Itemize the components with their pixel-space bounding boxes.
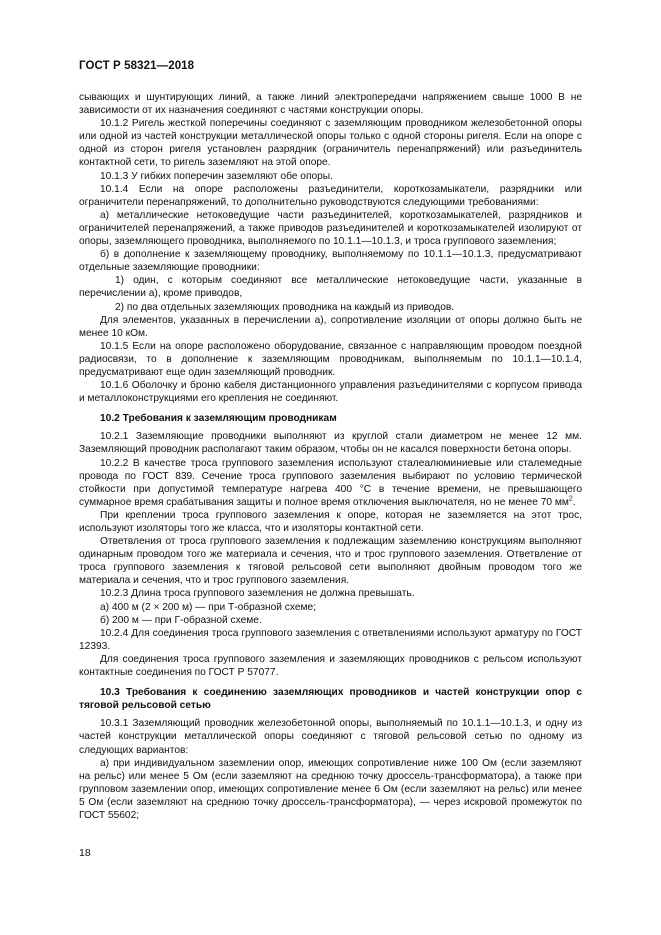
clause-10-1-3: 10.1.3 У гибких поперечин заземляют обе опоры.: [100, 170, 333, 182]
section-heading-10-3: 10.3 Требования к соединению заземляющих проводников и частей конструкции опор с тяговой рельсовой сетью: [79, 687, 582, 712]
clause-10-1-5: 10.1.5 Если на опоре расположено оборудование, связанное с направляющим проводом поездной радиосвязи, то в дополнение к заземляющим проводникам, выполняемым по 10.1.1—10.1.4, предусматривают еще один заземляющий проводник.: [79, 340, 582, 378]
clause-10-1-2: 10.1.2 Ригель жесткой поперечины соединяют с заземляющим проводником железобетонной опоры или одной из частей конструкции металлической опоры только с одной стороны ригеля. Если на опоре с одной из сторон ригеля установлен разрядник (ограничитель перенапряжений) или разъединитель контактной сети, то ригель заземляют на этой опоре.: [79, 118, 582, 169]
clause-text-end: .: [572, 496, 576, 508]
clause-10-2-1: 10.2.1 Заземляющие проводники выполняют из круглой стали диаметром не менее 12 мм. Заземляющий проводник располагают таким образом, чтобы он не касался поверхности бетона опоры.: [79, 431, 582, 456]
clause-10-2-2: [79, 457, 582, 509]
paragraph: сывающих и шунтирующих линий, а также линий электропередачи напряжением свыше 1000 В не зависимости от их назначения соединяют с частями конструкции опоры.: [79, 92, 582, 117]
paragraph: Для элементов, указанных в перечислении а), сопротивление изоляции от опоры должно быть не менее 10 кОм.: [79, 314, 582, 339]
clause-10-1-6: 10.1.6 Оболочку и броню кабеля дистанционного управления разъединителями с корпусом привода и металлоконструкциями его крепления не соединяют.: [79, 380, 582, 405]
list-item-a: а) металлические нетоковедущие части разъединителей, короткозамыкателей, разрядников и ограничителей перенапряжений, а также приводов разъединителей и короткозамыкателей изолируют от опоры, заземляющего проводника, выполняемого по 10.1.1—10.1.3, и троса группового заземления;: [79, 209, 582, 248]
superscript: 2: [568, 495, 573, 503]
paragraph: При креплении троса группового заземления к опоре, которая не заземляется на этот трос, используют изоляторы того же класса, что и изоляторы контактной сети.: [79, 509, 582, 534]
paragraph: Для соединения троса группового заземления и заземляющих проводников с рельсом используют контактные соединения по ГОСТ Р 57077.: [79, 653, 582, 679]
list-item-b: б) 200 м — при Г-образной схеме.: [100, 614, 262, 626]
clause-text: 10.2.2 В качестве троса группового заземления используют сталеалюминиевые или сталемедные провода по ГОСТ 839. Сечение троса группового заземления выбирают по условию термической стойкости при допустимой температуре нагрева 400 °С в течение времени, не превышающего суммарное время срабатывания защиты и полное время отключения выключателя, но не менее 70 мм: [79, 457, 582, 508]
section-heading-10-2: 10.2 Требования к заземляющим проводникам: [100, 413, 337, 425]
clause-10-1-4: 10.1.4 Если на опоре расположены разъединители, короткозамыкатели, разрядники или ограничители перенапряжений, то дополнительно руководствуются следующими требованиями:: [79, 183, 582, 208]
list-item-a: а) 400 м (2 × 200 м) — при Т-образной схеме;: [100, 601, 317, 613]
list-item-b: б) в дополнение к заземляющему проводнику, выполняемому по 10.1.1—10.1.3, предусматривают отдельные заземляющие проводники:: [79, 249, 582, 274]
sub-item-1: 1) один, с которым соединяют все металлические нетоковедущие части, указанные в перечислении а), кроме приводов,: [79, 275, 582, 300]
list-item-a: а) при индивидуальном заземлении опор, имеющих сопротивление ниже 100 Ом (если заземляют на рельс) или менее 5 Ом (если заземляют на среднюю точку дроссель-трансформатора), а также при групповом заземлении опор, имеющих сопротивление менее 6 Ом (если заземляют на рельс) или менее 5 Ом (если заземляют на среднюю точку дроссель-трансформатора), — через искровой промежуток по ГОСТ 55602;: [79, 757, 582, 821]
sub-item-2: 2) по два отдельных заземляющих проводника на каждый из приводов.: [115, 301, 455, 313]
page-number: 18: [79, 847, 91, 859]
clause-10-2-3: 10.2.3 Длина троса группового заземления не должна превышать.: [100, 588, 415, 600]
paragraph: Ответвления от троса группового заземления к подлежащим заземлению конструкциям выполняют одинарным проводом того же материала и сечения, что и трос группового заземления. Ответвление от троса группового заземления к тяговой рельсовой сети выполняют двойным проводом того же материала и сечения, что и трос группового заземления.: [79, 536, 582, 587]
document-body: [79, 91, 582, 822]
clause-10-2-4: 10.2.4 Для соединения троса группового заземления с ответвлениями используют арматуру по ГОСТ 12393.: [79, 627, 582, 652]
clause-10-3-1: 10.3.1 Заземляющий проводник железобетонной опоры, выполняемый по 10.1.1—10.1.3, и одну из частей конструкции металлической опоры соединяют с тяговой рельсовой сетью по одному из следующих вариантов:: [79, 718, 582, 756]
document-header: ГОСТ Р 58321—2018: [79, 60, 195, 72]
